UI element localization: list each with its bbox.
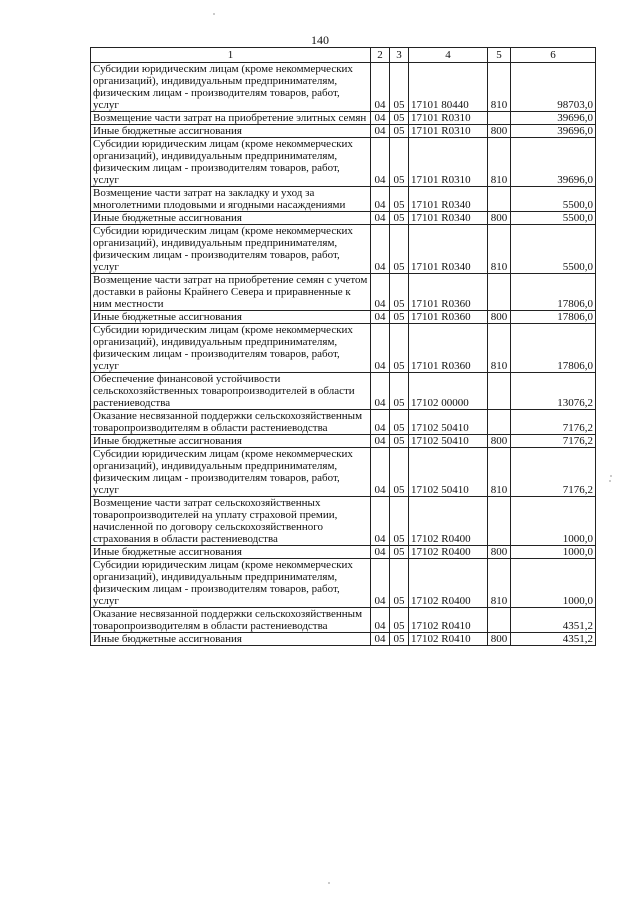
table-row	[91, 63, 596, 112]
section-code-cell: 04	[371, 225, 390, 274]
expense-type-cell	[488, 497, 511, 546]
section-code-cell: 04	[371, 274, 390, 311]
target-article-cell: 17102 R0410	[409, 608, 488, 633]
section-code-cell: 04	[371, 138, 390, 187]
item-name-cell: Оказание несвязанной поддержки сельскохозяйственным товаропроизводителям в области растениеводства	[91, 410, 371, 435]
table-row	[91, 410, 596, 435]
expense-type-cell	[488, 274, 511, 311]
item-name-cell: Иные бюджетные ассигнования	[91, 435, 371, 448]
target-article-cell: 17102 R0400	[409, 497, 488, 546]
item-name-cell: Иные бюджетные ассигнования	[91, 546, 371, 559]
target-article-cell: 17102 R0410	[409, 633, 488, 646]
amount-cell: 5500,0	[511, 225, 596, 274]
subsection-code-cell: 05	[390, 546, 409, 559]
section-code-cell: 04	[371, 187, 390, 212]
amount-cell: 17806,0	[511, 324, 596, 373]
item-name-cell: Субсидии юридическим лицам (кроме некоммерческих организаций), индивидуальным предпринимателям, физическим лицам - производителям товаров, работ, услуг	[91, 225, 371, 274]
section-code-cell: 04	[371, 212, 390, 225]
expense-type-cell: 810	[488, 448, 511, 497]
section-code-cell: 04	[371, 63, 390, 112]
scan-speck	[610, 475, 612, 477]
section-code-cell: 04	[371, 112, 390, 125]
table-row	[91, 324, 596, 373]
column-header: 1	[91, 48, 371, 63]
subsection-code-cell: 05	[390, 311, 409, 324]
item-name-cell: Возмещение части затрат на приобретение элитных семян	[91, 112, 371, 125]
expense-type-cell	[488, 410, 511, 435]
amount-cell: 5500,0	[511, 212, 596, 225]
subsection-code-cell: 05	[390, 373, 409, 410]
section-code-cell: 04	[371, 497, 390, 546]
target-article-cell: 17101 R0360	[409, 311, 488, 324]
expense-type-cell: 800	[488, 311, 511, 324]
expense-type-cell	[488, 112, 511, 125]
section-code-cell: 04	[371, 435, 390, 448]
item-name-cell: Возмещение части затрат на закладку и уход за многолетними плодовыми и ягодными насаждениями	[91, 187, 371, 212]
amount-cell: 39696,0	[511, 112, 596, 125]
target-article-cell: 17101 R0310	[409, 112, 488, 125]
page-number: 140	[311, 33, 329, 47]
section-code-cell: 04	[371, 633, 390, 646]
subsection-code-cell: 05	[390, 225, 409, 274]
subsection-code-cell: 05	[390, 608, 409, 633]
expense-type-cell: 810	[488, 559, 511, 608]
table-row	[91, 274, 596, 311]
table-row	[91, 138, 596, 187]
subsection-code-cell: 05	[390, 559, 409, 608]
table-row	[91, 225, 596, 274]
subsection-code-cell: 05	[390, 497, 409, 546]
item-name-cell: Обеспечение финансовой устойчивости сельскохозяйственных товаропроизводителей в области растениеводства	[91, 373, 371, 410]
subsection-code-cell: 05	[390, 448, 409, 497]
expense-type-cell: 810	[488, 225, 511, 274]
item-name-cell: Субсидии юридическим лицам (кроме некоммерческих организаций), индивидуальным предпринимателям, физическим лицам - производителям товаров, работ, услуг	[91, 448, 371, 497]
table-row	[91, 212, 596, 225]
target-article-cell: 17102 50410	[409, 448, 488, 497]
amount-cell: 1000,0	[511, 497, 596, 546]
amount-cell: 39696,0	[511, 138, 596, 187]
amount-cell: 17806,0	[511, 311, 596, 324]
expense-type-cell: 800	[488, 546, 511, 559]
target-article-cell: 17101 R0360	[409, 274, 488, 311]
item-name-cell: Возмещение части затрат на приобретение семян с учетом доставки в районы Крайнего Севера и приравненные к ним местности	[91, 274, 371, 311]
subsection-code-cell: 05	[390, 138, 409, 187]
expense-type-cell	[488, 608, 511, 633]
section-code-cell: 04	[371, 373, 390, 410]
table-row	[91, 546, 596, 559]
table-row	[91, 435, 596, 448]
subsection-code-cell: 05	[390, 274, 409, 311]
subsection-code-cell: 05	[390, 187, 409, 212]
item-name-cell: Субсидии юридическим лицам (кроме некоммерческих организаций), индивидуальным предпринимателям, физическим лицам - производителям товаров, работ, услуг	[91, 138, 371, 187]
amount-cell: 7176,2	[511, 435, 596, 448]
scan-speck	[609, 480, 611, 482]
item-name-cell: Субсидии юридическим лицам (кроме некоммерческих организаций), индивидуальным предпринимателям, физическим лицам - производителям товаров, работ, услуг	[91, 63, 371, 112]
table-row	[91, 373, 596, 410]
section-code-cell: 04	[371, 410, 390, 435]
target-article-cell: 17101 R0340	[409, 187, 488, 212]
table-row	[91, 608, 596, 633]
table-row	[91, 559, 596, 608]
table-row	[91, 112, 596, 125]
item-name-cell: Иные бюджетные ассигнования	[91, 633, 371, 646]
expense-type-cell	[488, 187, 511, 212]
section-code-cell: 04	[371, 311, 390, 324]
expense-type-cell: 810	[488, 324, 511, 373]
subsection-code-cell: 05	[390, 125, 409, 138]
target-article-cell: 17102 00000	[409, 373, 488, 410]
item-name-cell: Оказание несвязанной поддержки сельскохозяйственным товаропроизводителям в области растениеводства	[91, 608, 371, 633]
column-header: 6	[511, 48, 596, 63]
expense-type-cell: 810	[488, 138, 511, 187]
amount-cell: 4351,2	[511, 608, 596, 633]
subsection-code-cell: 05	[390, 410, 409, 435]
amount-cell: 17806,0	[511, 274, 596, 311]
amount-cell: 39696,0	[511, 125, 596, 138]
item-name-cell: Субсидии юридическим лицам (кроме некоммерческих организаций), индивидуальным предпринимателям, физическим лицам - производителям товаров, работ, услуг	[91, 559, 371, 608]
target-article-cell: 17102 R0400	[409, 559, 488, 608]
amount-cell: 1000,0	[511, 559, 596, 608]
amount-cell: 4351,2	[511, 633, 596, 646]
budget-table	[90, 47, 596, 646]
subsection-code-cell: 05	[390, 112, 409, 125]
column-header: 3	[390, 48, 409, 63]
amount-cell: 13076,2	[511, 373, 596, 410]
expense-type-cell: 800	[488, 125, 511, 138]
target-article-cell: 17101 R0340	[409, 212, 488, 225]
table-row	[91, 187, 596, 212]
item-name-cell: Возмещение части затрат сельскохозяйственных товаропроизводителей на уплату страховой премии, начисленной по договору сельскохозяйственного страхования в области растениеводства	[91, 497, 371, 546]
item-name-cell: Иные бюджетные ассигнования	[91, 212, 371, 225]
table-header-row	[91, 48, 596, 63]
item-name-cell: Субсидии юридическим лицам (кроме некоммерческих организаций), индивидуальным предпринимателям, физическим лицам - производителям товаров, работ, услуг	[91, 324, 371, 373]
expense-type-cell: 800	[488, 212, 511, 225]
amount-cell: 1000,0	[511, 546, 596, 559]
table-row	[91, 448, 596, 497]
expense-type-cell: 810	[488, 63, 511, 112]
expense-type-cell: 800	[488, 633, 511, 646]
expense-type-cell	[488, 373, 511, 410]
table-row	[91, 125, 596, 138]
table-row	[91, 311, 596, 324]
target-article-cell: 17101 R0310	[409, 138, 488, 187]
target-article-cell: 17102 R0400	[409, 546, 488, 559]
scan-speck	[328, 882, 330, 884]
target-article-cell: 17101 R0310	[409, 125, 488, 138]
subsection-code-cell: 05	[390, 633, 409, 646]
expense-type-cell: 800	[488, 435, 511, 448]
subsection-code-cell: 05	[390, 435, 409, 448]
target-article-cell: 17101 R0340	[409, 225, 488, 274]
column-header: 4	[409, 48, 488, 63]
amount-cell: 7176,2	[511, 410, 596, 435]
section-code-cell: 04	[371, 324, 390, 373]
column-header: 5	[488, 48, 511, 63]
target-article-cell: 17101 80440	[409, 63, 488, 112]
section-code-cell: 04	[371, 546, 390, 559]
amount-cell: 5500,0	[511, 187, 596, 212]
target-article-cell: 17102 50410	[409, 410, 488, 435]
target-article-cell: 17102 50410	[409, 435, 488, 448]
section-code-cell: 04	[371, 125, 390, 138]
subsection-code-cell: 05	[390, 63, 409, 112]
subsection-code-cell: 05	[390, 212, 409, 225]
scan-speck	[213, 13, 215, 15]
target-article-cell: 17101 R0360	[409, 324, 488, 373]
item-name-cell: Иные бюджетные ассигнования	[91, 311, 371, 324]
subsection-code-cell: 05	[390, 324, 409, 373]
section-code-cell: 04	[371, 608, 390, 633]
table-row	[91, 633, 596, 646]
column-header: 2	[371, 48, 390, 63]
section-code-cell: 04	[371, 559, 390, 608]
amount-cell: 7176,2	[511, 448, 596, 497]
table-row	[91, 497, 596, 546]
section-code-cell: 04	[371, 448, 390, 497]
item-name-cell: Иные бюджетные ассигнования	[91, 125, 371, 138]
amount-cell: 98703,0	[511, 63, 596, 112]
